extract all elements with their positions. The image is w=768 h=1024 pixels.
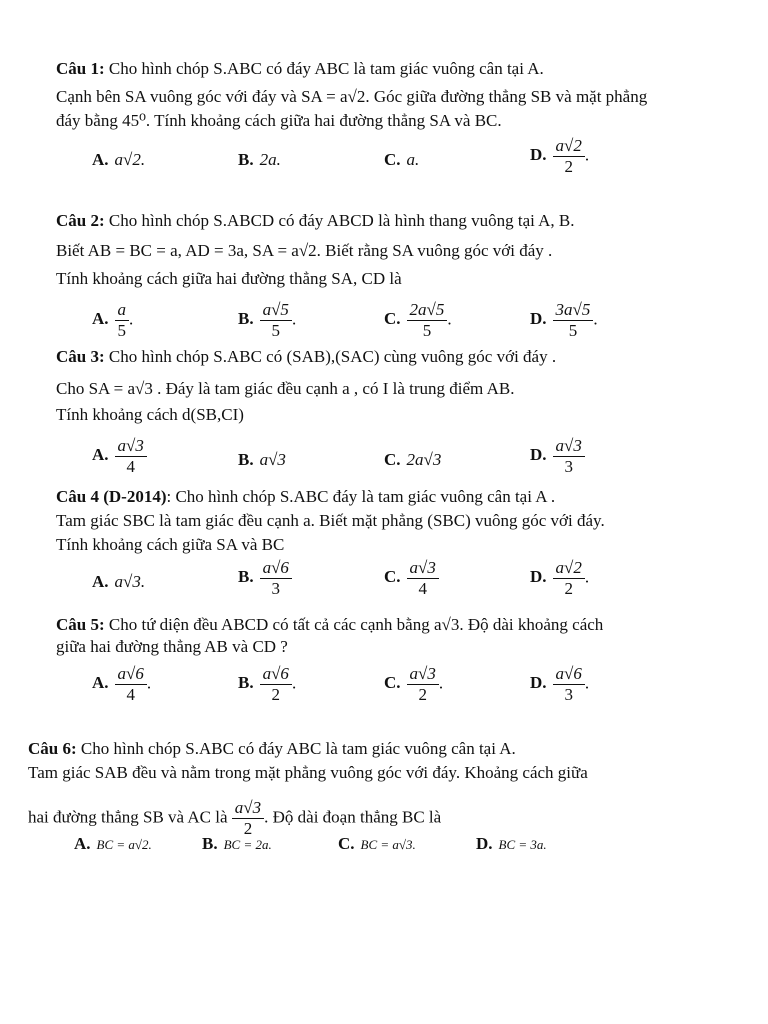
q5-label: Câu 5: [56,615,105,634]
q2-line2: Biết AB = BC = a, AD = 3a, SA = a√2. Biết rằng SA vuông góc với đáy . [56,241,553,260]
q6-line3 [28,798,441,839]
q6-line1 [28,738,516,760]
q6-label: Câu 6: [28,739,77,758]
q4-option-c[interactable]: C. $\frac{a√3}{4}$ [384,558,439,599]
q1-line2: Cạnh bên SA vuông góc với đáy và SA = a√2. Góc giữa đường thẳng SB và mặt phẳng [56,87,648,106]
q4-label: Câu 4 (D-2014) [56,487,167,506]
q6-line2: Tam giác SAB đều và nằm trong mặt phẳng vuông góc với đáy. Khoảng cách giữa [28,763,588,782]
q2-option-b[interactable]: B. $\frac{a√5}{5}$ . [238,300,297,340]
q4-line1 [56,486,555,508]
q1-line1 [56,58,544,80]
q3-label: Câu 3: [56,347,105,366]
q4-text1: : Cho hình chóp S.ABC đáy là tam giác vuông cân tại A . [166,487,556,506]
q3-line3: Tính khoảng cách d(SB,CI) [56,405,244,424]
q3-line1 [56,346,556,368]
q5-line1 [56,614,603,636]
q6-option-d[interactable]: D. BC = 3a. [476,834,547,853]
q2-option-a[interactable]: A. $\frac{a}{5}$ . [92,300,134,340]
q1-option-c[interactable]: C. a. [384,150,420,169]
q6-option-a[interactable]: A. BC = a√2. [74,834,152,853]
q6-fraction: $\frac{a√3}{2}$ [232,798,264,839]
q2-line1 [56,210,575,232]
q5-option-b[interactable]: B. $\frac{a√6}{2}$ . [238,664,297,704]
q5-line2: giữa hai đường thẳng AB và CD ? [56,637,288,656]
q3-option-c[interactable]: C. 2a√3 [384,450,442,469]
q2-label: Câu 2: [56,211,105,230]
q4-line3: Tính khoảng cách giữa SA và BC [56,535,285,554]
q6-option-c[interactable]: C. BC = a√3. [338,834,416,853]
q1-option-d[interactable]: D. $\frac{a√2}{2}$ . [530,136,590,176]
q4-line2: Tam giác SBC là tam giác đều cạnh a. Biết mặt phẳng (SBC) vuông góc với đáy. [56,511,605,530]
q4-option-a[interactable]: A. a√3. [92,572,146,591]
q2-option-d[interactable]: D. $\frac{3a√5}{5}$ . [530,300,598,340]
q2-line3: Tính khoảng cách giữa hai đường thẳng SA, CD là [56,269,402,288]
q3-text1: Cho hình chóp S.ABC có (SAB),(SAC) cùng vuông góc với đáy . [104,347,557,366]
q2-option-c[interactable]: C. $\frac{2a√5}{5}$ . [384,300,452,340]
q1-option-b[interactable]: B. 2a. [238,150,281,169]
q6-line3-pre: hai đường thẳng SB và AC là [28,807,232,827]
q5-text1: Cho tứ diện đều ABCD có tất cả các cạnh bằng a√3. Độ dài khoảng cách [104,615,604,634]
q3-option-d[interactable]: D. $\frac{a√3}{3}$ [530,436,585,477]
q6-text1: Cho hình chóp S.ABC có đáy ABC là tam giác vuông cân tại A. [76,739,516,758]
q6-option-b[interactable]: B. BC = 2a. [202,834,272,853]
q3-option-b[interactable]: B. a√3 [238,450,286,469]
q5-option-a[interactable]: A. $\frac{a√6}{4}$ . [92,664,152,704]
q1-option-a[interactable]: A. a√2. [92,150,146,169]
q1-line3: đáy bằng 45⁰. Tính khoảng cách giữa hai đường thẳng SA và BC. [56,111,502,130]
q5-option-c[interactable]: C. $\frac{a√3}{2}$ . [384,664,444,704]
q5-option-d[interactable]: D. $\frac{a√6}{3}$ . [530,664,590,704]
q6-line3-post: . Độ dài đoạn thẳng BC là [264,807,442,827]
q4-option-d[interactable]: D. $\frac{a√2}{2}$ . [530,558,590,598]
q1-label: Câu 1: [56,59,105,78]
q3-line2: Cho SA = a√3 . Đáy là tam giác đều cạnh a , có I là trung điểm AB. [56,379,515,398]
q4-option-b[interactable]: B. $\frac{a√6}{3}$ [238,558,292,599]
q3-option-a[interactable]: A. $\frac{a√3}{4}$ [92,436,147,477]
q2-text1: Cho hình chóp S.ABCD có đáy ABCD là hình thang vuông tại A, B. [104,211,575,230]
q1-text1: Cho hình chóp S.ABC có đáy ABC là tam giác vuông cân tại A. [104,59,544,78]
